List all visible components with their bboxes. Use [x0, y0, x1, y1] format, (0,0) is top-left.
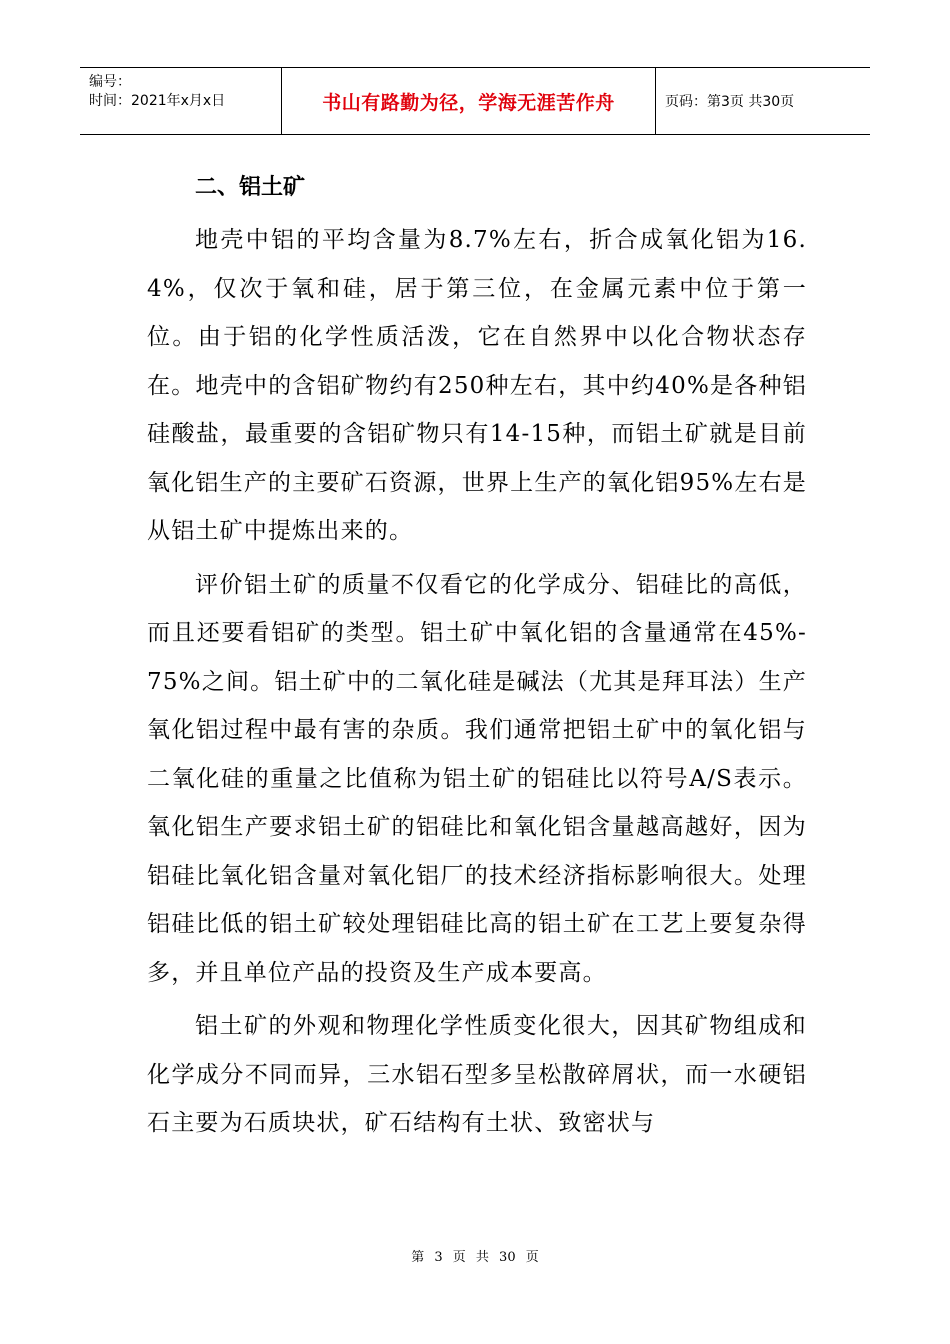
header-info-cell: [80, 68, 282, 134]
document-time-label: 时间：2021年x月x日: [89, 93, 226, 109]
section-heading: 二、铝土矿: [195, 175, 306, 200]
document-number-label: 编号：: [89, 74, 131, 90]
page-footer: 第 3 页 共 30 页: [411, 1250, 539, 1265]
header-page-number: 页码：第3页 共30页: [665, 94, 795, 110]
document-body: [147, 160, 807, 1148]
page-header: [80, 67, 870, 135]
paragraph-3: 铝土矿的外观和物理化学性质变化很大，因其矿物组成和化学成分不同而异，三水铝石型多呈松散碎屑状，而一水硬铝石主要为石质块状，矿石结构有土状、致密状与: [147, 1013, 807, 1136]
paragraph-1: 地壳中铝的平均含量为8.7%左右，折合成氧化铝为16.4%，仅次于氧和硅，居于第三位，在金属元素中位于第一位。由于铝的化学性质活泼，它在自然界中以化合物状态存在。地壳中的含铝矿物约有250种左右，其中约40%是各种铝硅酸盐，最重要的含铝矿物只有14-15种，而铝土矿就是目前氧化铝生产的主要矿石资源，世界上生产的氧化铝95%左右是从铝土矿中提炼出来的。: [147, 227, 807, 544]
paragraph-2: 评价铝土矿的质量不仅看它的化学成分、铝硅比的高低，而且还要看铝矿的类型。铝土矿中氧化铝的含量通常在45%-75%之间。铝土矿中的二氧化硅是碱法（尤其是拜耳法）生产氧化铝过程中最有害的杂质。我们通常把铝土矿中的氧化铝与二氧化硅的重量之比值称为铝土矿的铝硅比以符号A/S表示。氧化铝生产要求铝土矿的铝硅比和氧化铝含量越高越好，因为铝硅比氧化铝含量对氧化铝厂的技术经济指标影响很大。处理铝硅比低的铝土矿较处理铝硅比高的铝土矿在工艺上要复杂得多，并且单位产品的投资及生产成本要高。: [147, 571, 807, 986]
header-motto: 书山有路勤为径，学海无涯苦作舟: [282, 68, 656, 134]
